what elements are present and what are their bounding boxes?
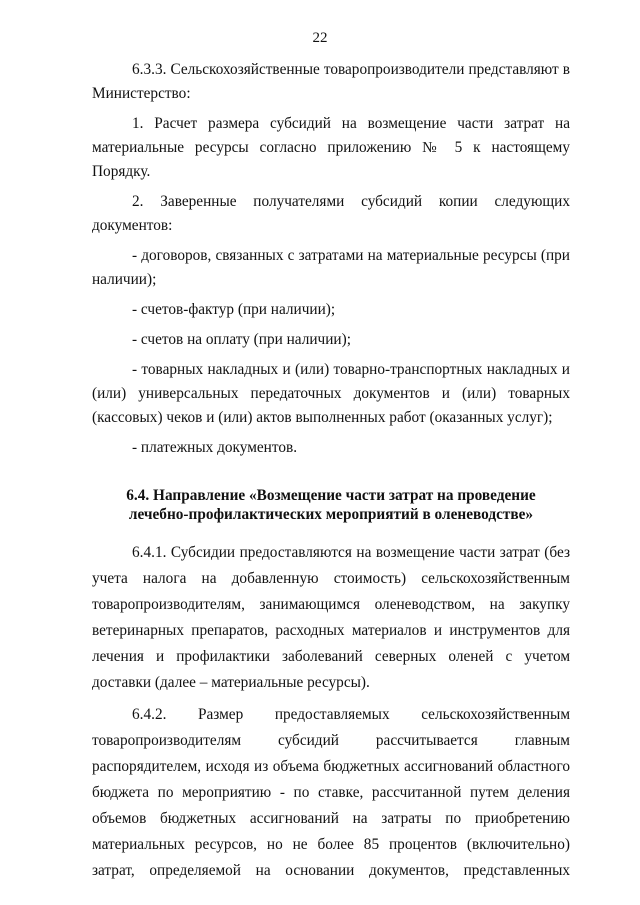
list-item-contracts: - договоров, связанных с затратами на материальные ресурсы (при наличии); [92, 247, 570, 288]
paragraph-6-4-1: 6.4.1. Субсидии предоставляются на возмещение части затрат (без учета налога на добавленную стоимость) сельскохозяйственным товаропроизводителям, занимающимся оленеводством, на закупку ветеринарных препаратов, расходных материалов и инструментов для лечения и профилактики заболеваний северных оленей с учетом доставки (далее – материальные ресурсы). [92, 544, 570, 691]
section-heading-line-2: лечебно-профилактических мероприятий в оленеводстве» [128, 506, 534, 523]
paragraph-6-4-2: 6.4.2. Размер предоставляемых сельскохозяйственным товаропроизводителям субсидий рассчитывается главным распорядителем, исходя из объема бюджетных ассигнований областного бюджета по мероприятию - по ставке, рассчитанной путем деления объемов бюджетных ассигнований на затраты по приобретению материальных ресурсов, но не более 85 процентов (включительно) затрат, определяемой на основании документов, представленных [92, 706, 570, 879]
section-heading-6-4 [92, 486, 570, 524]
document-body [92, 58, 570, 884]
paragraph-item-1: 1. Расчет размера субсидий на возмещение части затрат на материальные ресурсы согласно приложению № 5 к настоящему Порядку. [92, 115, 570, 180]
page-number: 22 [312, 30, 328, 46]
paragraph-item-2: 2. Заверенные получателями субсидий копии следующих документов: [92, 193, 570, 234]
list-item-invoices: - счетов-фактур (при наличии); [132, 301, 336, 318]
section-heading-line-1: 6.4. Направление «Возмещение части затрат на проведение [126, 487, 536, 504]
paragraph-6-3-3-intro: 6.3.3. Сельскохозяйственные товаропроизводители представляют в Министерство: [92, 61, 570, 102]
list-item-payment-documents: - платежных документов. [132, 439, 298, 456]
list-item-waybills: - товарных накладных и (или) товарно-транспортных накладных и (или) универсальных передаточных документов и (или) товарных (кассовых) чеков и (или) актов выполненных работ (оказанных услуг); [92, 361, 570, 426]
list-item-payment-bills: - счетов на оплату (при наличии); [132, 331, 351, 348]
